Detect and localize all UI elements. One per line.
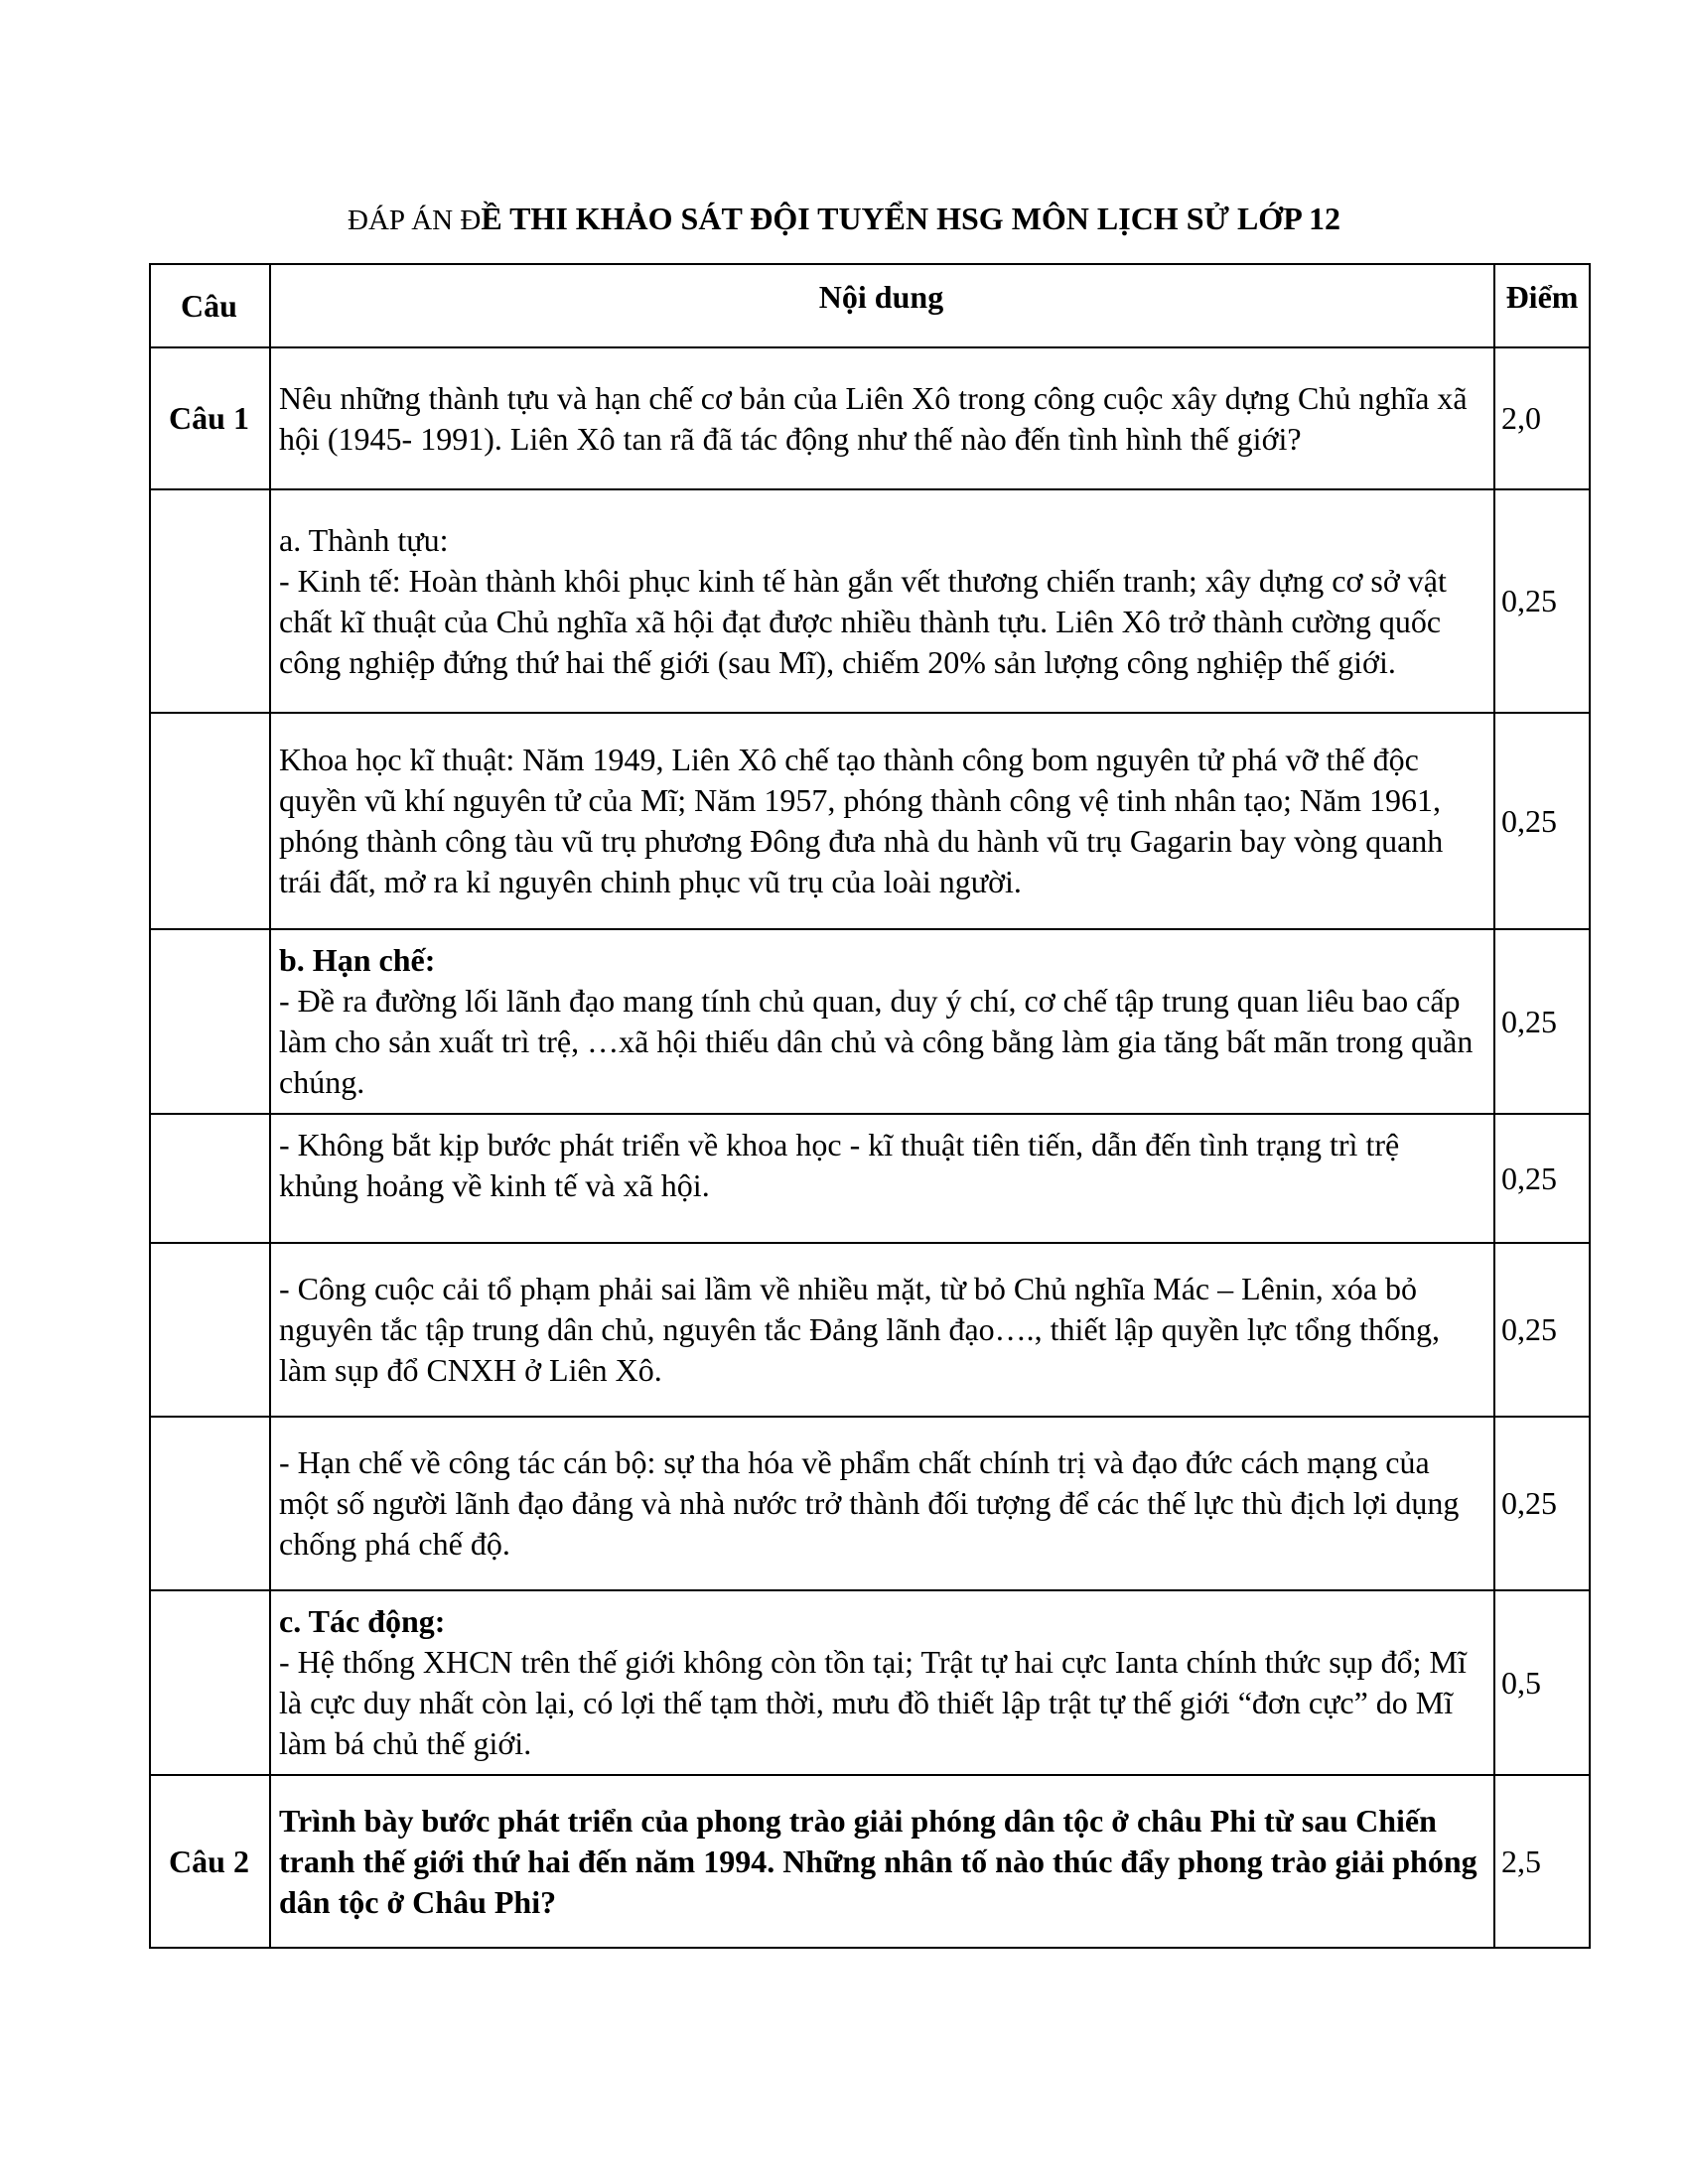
header-noi-dung: Nội dung (270, 264, 1494, 347)
table-row (150, 713, 1590, 929)
diem-value: 0,25 (1494, 1417, 1590, 1590)
diem-value: 0,25 (1494, 1114, 1590, 1243)
answer-text: Khoa học kĩ thuật: Năm 1949, Liên Xô chế tạo thành công bom nguyên tử phá vỡ thế độc quyền vũ khí nguyên tử của Mĩ; Năm 1957, phóng thành công vệ tinh nhân tạo; Năm 1961, phóng thành công tàu vũ trụ phương Đông đưa nhà du hành vũ trụ Gagarin bay vòng quanh trái đất, mở ra kỉ nguyên chinh phục vũ trụ của loài người. (270, 713, 1494, 929)
answer-table (149, 263, 1591, 1949)
header-diem: Điểm (1494, 264, 1590, 347)
answer-content (270, 1590, 1494, 1775)
answer-text: - Kinh tế: Hoàn thành khôi phục kinh tế hàn gắn vết thương chiến tranh; xây dựng cơ sở vật chất kĩ thuật của Chủ nghĩa xã hội đạt được nhiều thành tựu. Liên Xô trở thành cường quốc công nghiệp đứng thứ hai thế giới (sau Mĩ), chiếm 20% sản lượng công nghiệp thế giới. (279, 562, 1447, 680)
diem-value: 2,0 (1494, 347, 1590, 489)
table-row (150, 1243, 1590, 1417)
answer-text: - Đề ra đường lối lãnh đạo mang tính chủ quan, duy ý chí, cơ chế tập trung quan liêu bao cấp làm cho sản xuất trì trệ, …xã hội thiếu dân chủ và công bằng làm gia tăng bất mãn trong quần chúng. (279, 983, 1474, 1100)
header-cau: Câu (150, 264, 270, 347)
table-row (150, 1775, 1590, 1948)
diem-value: 0,25 (1494, 713, 1590, 929)
diem-value: 0,25 (1494, 1243, 1590, 1417)
answer-content (270, 489, 1494, 713)
title-prefix: ĐÁP ÁN Đ (348, 205, 482, 236)
table-row (150, 929, 1590, 1114)
table-row (150, 1590, 1590, 1775)
cau-label (150, 1114, 270, 1243)
question-content: Nêu những thành tựu và hạn chế cơ bản của Liên Xô trong công cuộc xây dựng Chủ nghĩa xã hội (1945- 1991). Liên Xô tan rã đã tác động như thế nào đến tình hình thế giới? (270, 347, 1494, 489)
answer-text: - Hệ thống XHCN trên thế giới không còn tồn tại; Trật tự hai cực Ianta chính thức sụp đổ; Mĩ là cực duy nhất còn lại, có lợi thế tạm thời, mưu đồ thiết lập trật tự thế giới “đơn cực” do Mĩ làm bá chủ thế giới. (279, 1644, 1467, 1761)
answer-content (270, 929, 1494, 1114)
diem-value: 2,5 (1494, 1775, 1590, 1948)
section-heading: c. Tác động: (279, 1603, 446, 1639)
diem-value: 0,5 (1494, 1590, 1590, 1775)
cau-label (150, 1590, 270, 1775)
cau-label (150, 1417, 270, 1590)
cau-label (150, 713, 270, 929)
answer-text: - Hạn chế về công tác cán bộ: sự tha hóa về phẩm chất chính trị và đạo đức cách mạng của một số người lãnh đạo đảng và nhà nước trở thành đối tượng để các thế lực thù địch lợi dụng chống phá chế độ. (270, 1417, 1494, 1590)
cau-label: Câu 2 (150, 1775, 270, 1948)
question-content: Trình bày bước phát triển của phong trào giải phóng dân tộc ở châu Phi từ sau Chiến tranh thế giới thứ hai đến năm 1994. Những nhân tố nào thúc đẩy phong trào giải phóng dân tộc ở Châu Phi? (270, 1775, 1494, 1948)
table-row (150, 489, 1590, 713)
table-row (150, 1114, 1590, 1243)
cau-label: Câu 1 (150, 347, 270, 489)
cau-label (150, 1243, 270, 1417)
section-heading: a. Thành tựu: (279, 521, 449, 558)
cau-label (150, 489, 270, 713)
header-row (150, 264, 1590, 347)
answer-text: - Công cuộc cải tổ phạm phải sai lầm về nhiều mặt, từ bỏ Chủ nghĩa Mác – Lênin, xóa bỏ nguyên tắc tập trung dân chủ, nguyên tắc Đảng lãnh đạo…., thiết lập quyền lực tổng thống, làm sụp đổ CNXH ở Liên Xô. (270, 1243, 1494, 1417)
answer-text: - Không bắt kịp bước phát triển về khoa học - kĩ thuật tiên tiến, dẫn đến tình trạng trì trệ khủng hoảng về kinh tế và xã hội. (270, 1114, 1494, 1243)
cau-label (150, 929, 270, 1114)
section-heading: b. Hạn chế: (279, 942, 436, 978)
diem-value: 0,25 (1494, 929, 1590, 1114)
table-row (150, 1417, 1590, 1590)
page-title (0, 199, 1688, 240)
title-main: Ề THI KHẢO SÁT ĐỘI TUYỂN HSG MÔN LỊCH SỬ LỚP 12 (481, 201, 1340, 236)
table-row (150, 347, 1590, 489)
diem-value: 0,25 (1494, 489, 1590, 713)
